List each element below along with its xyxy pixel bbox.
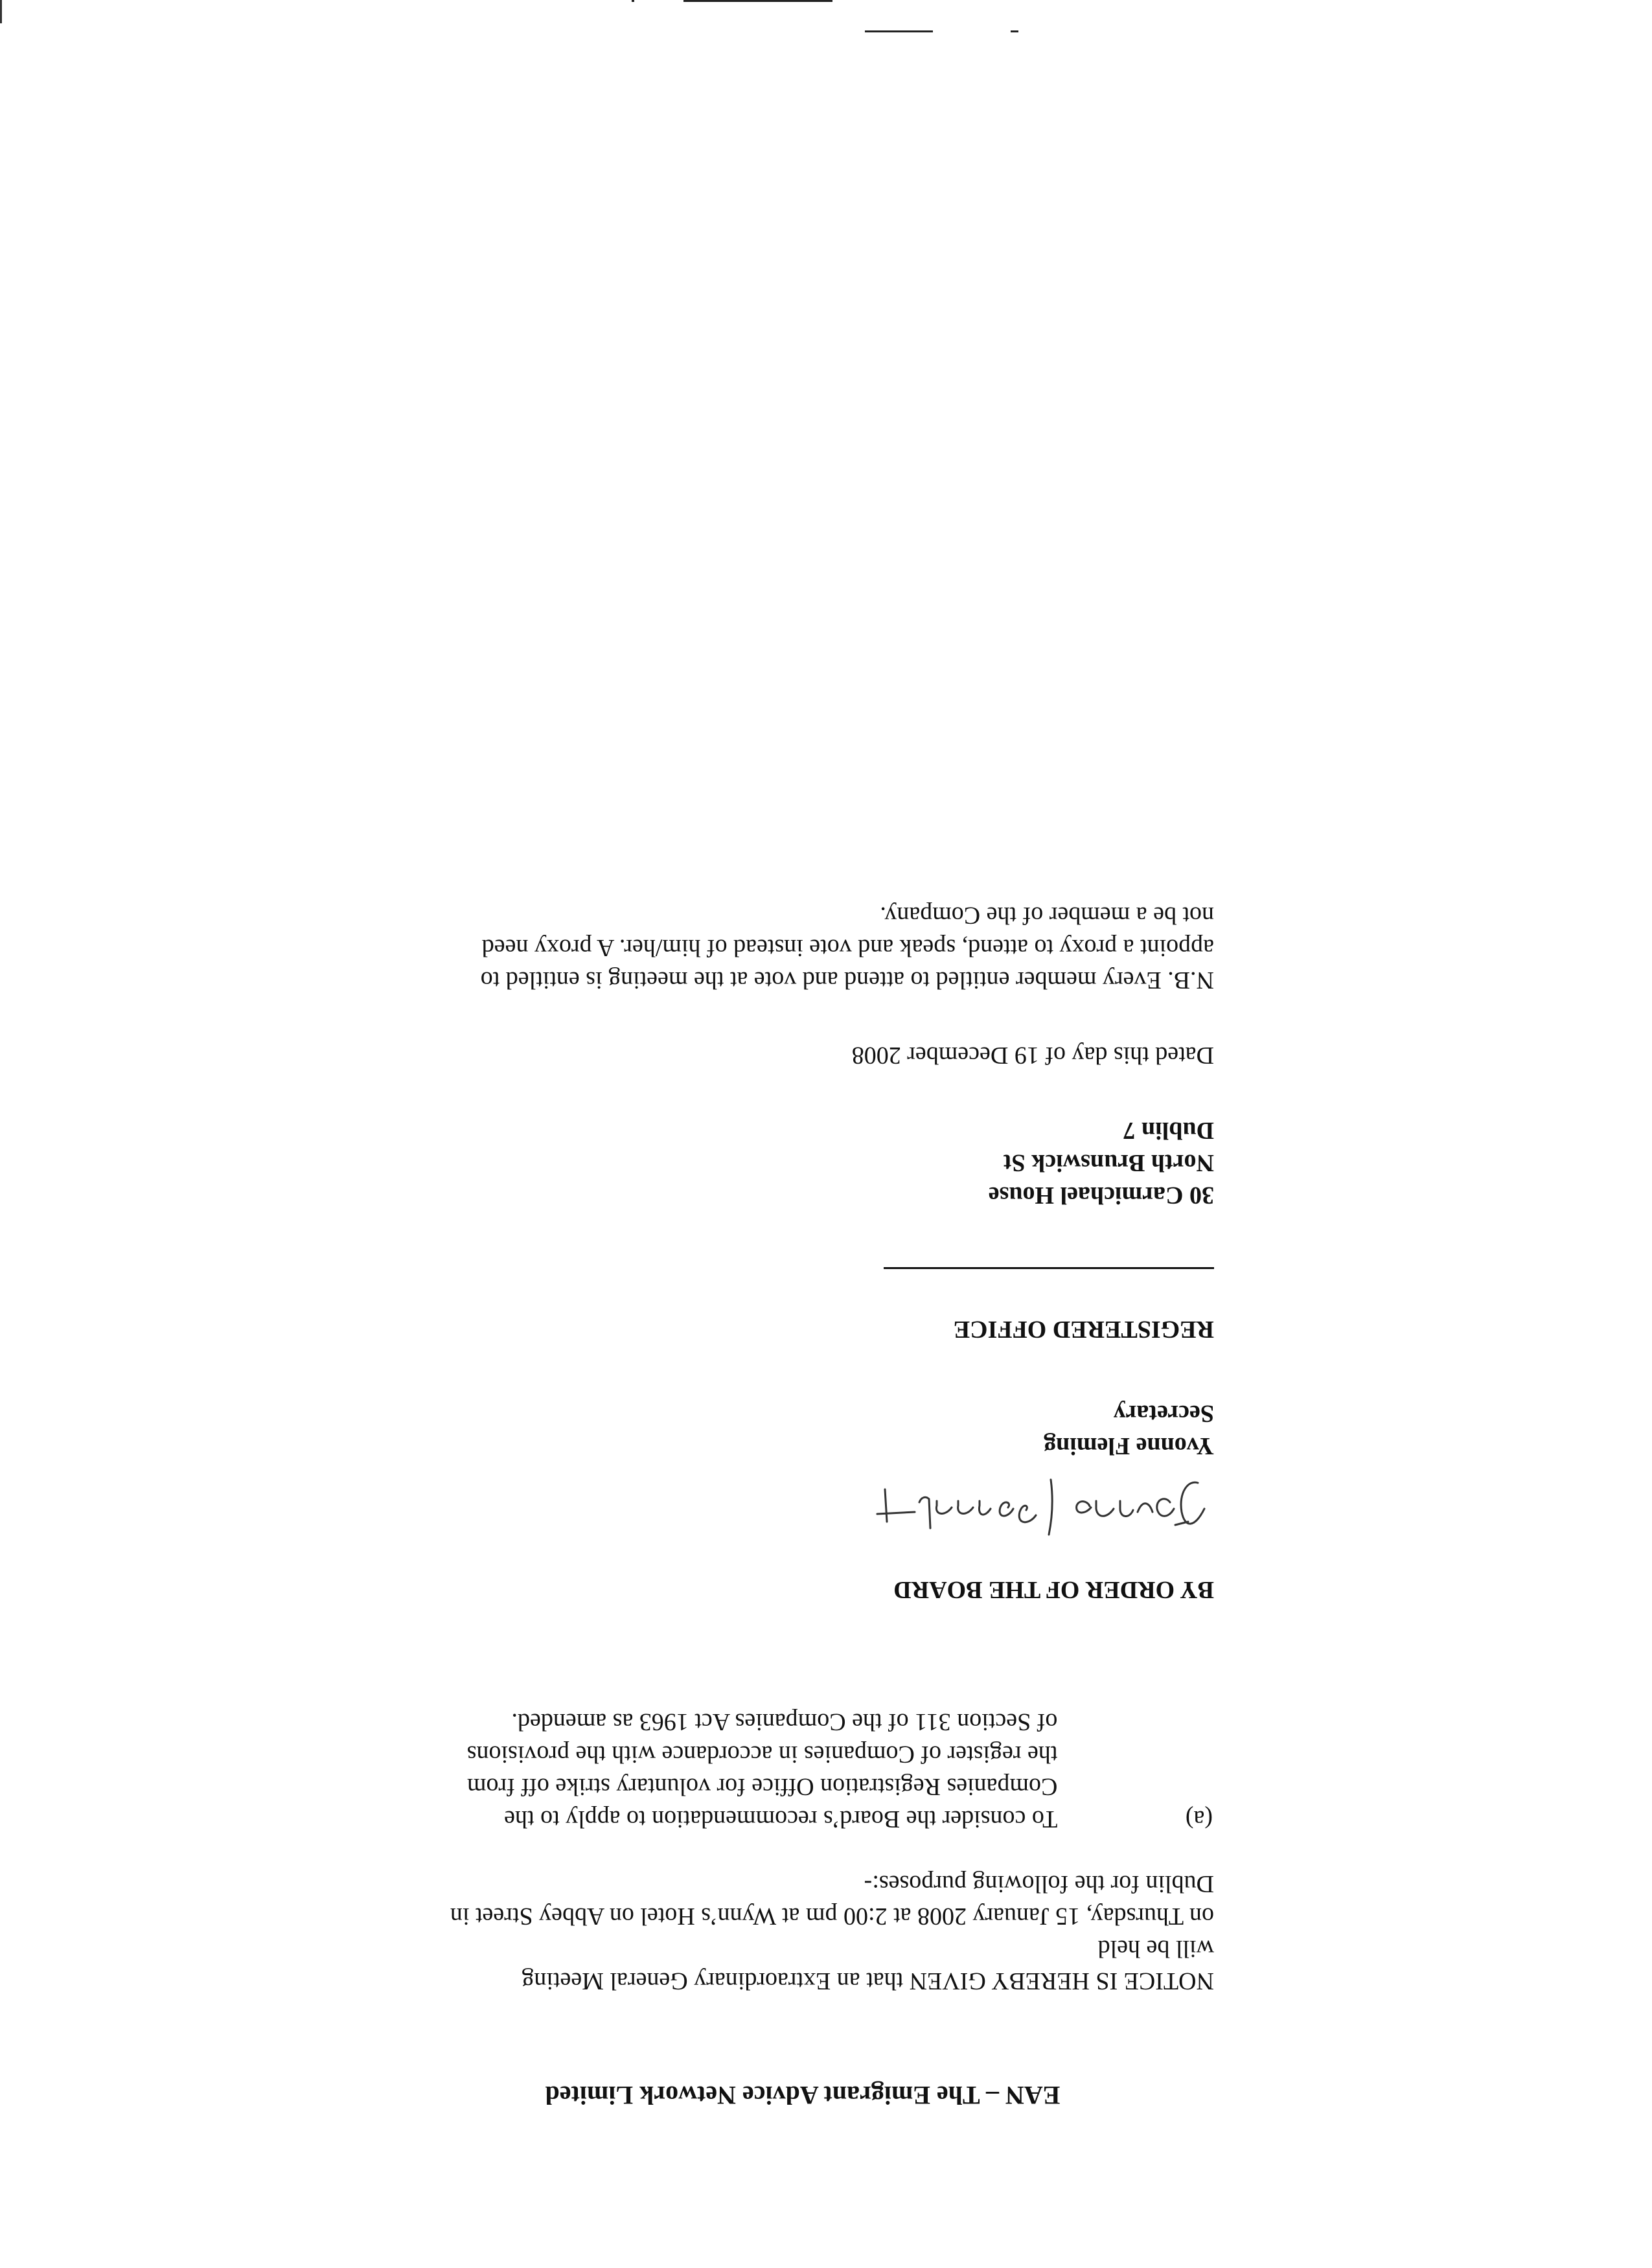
nb-line: not be a member of the Company. [880,902,1214,929]
purpose-text [417,1706,1057,1835]
nb-line: appoint a proxy to attend, speak and vote instead of him/her. A proxy need [481,934,1214,961]
purpose-line: of Section 311 of the Companies Act 1963 as amended. [511,1708,1058,1735]
signatory-role: Secretary [1113,1400,1214,1427]
address-line: 30 Carmichael House [988,1182,1214,1209]
document-title: EAN – The Emigrant Advice Network Limited [545,2081,1061,2110]
purpose-item [417,1706,1214,1835]
registered-office-heading: REGISTERED OFFICE [953,1316,1214,1343]
dated-line: Dated this day of 19 December 2008 [851,1042,1214,1069]
purpose-line: Companies Registration Office for voluntary strike off from [466,1773,1058,1800]
handwritten-signature [417,1470,1214,1548]
notice-line: will be held [1097,1935,1214,1962]
notice-paragraph [417,1868,1214,1997]
signatory-name: Yvonne Fleming [1044,1432,1214,1460]
purpose-label: (a) [1185,1805,1213,1833]
notice-document [417,899,1214,2111]
notice-line: on Thursday, 15 January 2008 at 2:00 pm at Wynn’s Hotel on Abbey Street in [450,1903,1214,1930]
signature-drawing [748,1470,1214,1548]
notice-line: Dublin for the following purposes:- [864,1870,1214,1897]
nb-line: N.B. Every member entitled to attend and vote at the meeting is entitled to [480,967,1214,994]
address-line: North Brunswick St [1003,1149,1214,1176]
order-of-board: BY ORDER OF THE BOARD [893,1576,1214,1603]
signature-rule [884,1267,1214,1269]
notice-line: NOTICE IS HEREBY GIVEN that an Extraordinary General Meeting [522,1967,1214,1995]
nb-note [417,899,1214,996]
address-line: Dublin 7 [1123,1117,1214,1144]
purpose-line: the register of Companies in accordance with the provisions [466,1741,1058,1768]
purpose-line: To consider the Board’s recommendation to apply to the [504,1805,1058,1833]
